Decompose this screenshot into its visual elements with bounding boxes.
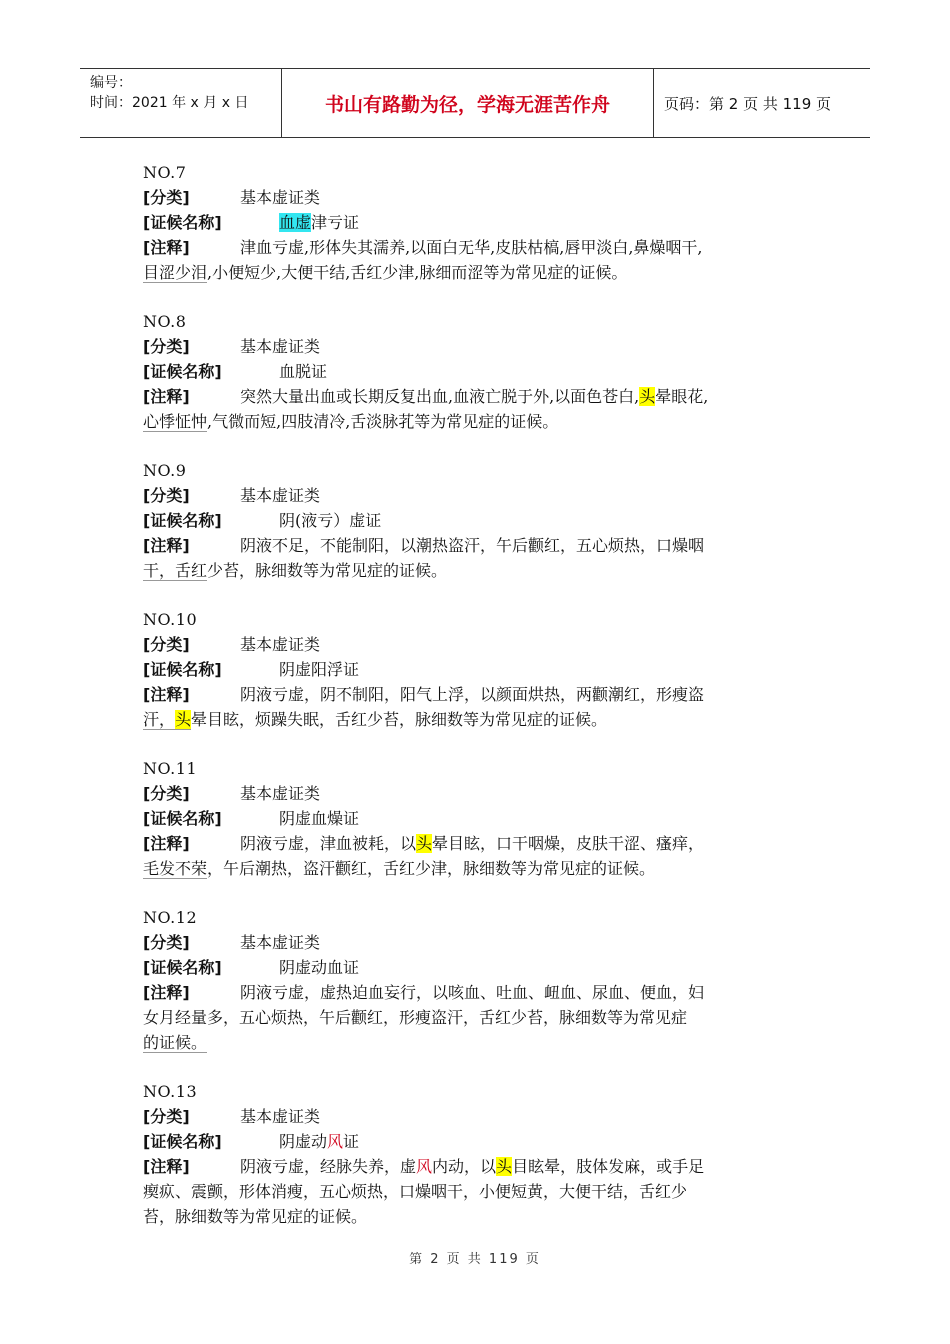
note-text: 突然大量出血或长期反复出血,血液亡脱于外,以面色苍白, bbox=[240, 387, 640, 406]
category-label: [分类] bbox=[143, 486, 190, 505]
note-text: 阴液亏虚，虚热迫血妄行，以咳血、吐血、衄血、尿血、便血，妇 bbox=[240, 983, 705, 1002]
note-text: 阴液亏虚，经脉失养，虚 bbox=[240, 1157, 417, 1176]
underlined-text: 干，舌红 bbox=[143, 561, 208, 580]
highlighted-text: 血虚 bbox=[279, 213, 312, 232]
note-text: 目眩晕，肢体发麻，或手足 bbox=[512, 1157, 705, 1176]
category-value: 基本虚证类 bbox=[240, 486, 321, 505]
entry-no10 bbox=[143, 607, 813, 732]
note-text: 晕目眩，口干咽燥，皮肤干涩、瘙痒， bbox=[432, 834, 705, 853]
name-row bbox=[143, 210, 813, 235]
note-paragraph bbox=[143, 682, 813, 732]
category-label: [分类] bbox=[143, 337, 190, 356]
note-label: [注释] bbox=[143, 834, 190, 853]
name-value: 阴虚动血证 bbox=[279, 958, 360, 977]
name-label: [证候名称] bbox=[143, 362, 222, 381]
header-motto: 书山有路勤为径，学海无涯苦作舟 bbox=[324, 93, 610, 116]
header-page-cell bbox=[654, 69, 870, 137]
name-row bbox=[143, 1129, 813, 1154]
note-text: 女月经量多，五心烦热，午后颧红，形瘦盗汗，舌红少苔，脉细数等为常见症 bbox=[143, 1008, 688, 1027]
note-paragraph bbox=[143, 384, 813, 434]
entry-no9 bbox=[143, 458, 813, 583]
name-value: 阴虚阳浮证 bbox=[279, 660, 360, 679]
note-text: 苔，脉细数等为常见症的证候。 bbox=[143, 1207, 368, 1226]
underlined-text: 心悸怔忡 bbox=[143, 412, 208, 431]
note-paragraph bbox=[143, 831, 813, 881]
note-label: [注释] bbox=[143, 238, 190, 257]
time-label: 时间：2021 年 x 月 x 日 bbox=[90, 95, 249, 111]
category-value: 基本虚证类 bbox=[240, 188, 321, 207]
name-label: [证候名称] bbox=[143, 809, 222, 828]
name-row bbox=[143, 657, 813, 682]
highlighted-text: 头 bbox=[175, 710, 192, 729]
note-label: [注释] bbox=[143, 983, 190, 1002]
page-footer: 第 2 页 共 119 页 bbox=[409, 1252, 541, 1267]
note-text: 少苔，脉细数等为常见症的证候。 bbox=[207, 561, 448, 580]
red-text: 风 bbox=[327, 1132, 344, 1151]
entry-number: NO.9 bbox=[143, 461, 187, 480]
highlighted-text: 头 bbox=[639, 387, 656, 406]
name-row bbox=[143, 806, 813, 831]
highlighted-text: 头 bbox=[416, 834, 433, 853]
category-row bbox=[143, 632, 813, 657]
note-paragraph bbox=[143, 1154, 813, 1229]
page-header bbox=[80, 68, 870, 138]
note-paragraph bbox=[143, 235, 813, 285]
name-part: 阴虚动 bbox=[279, 1132, 328, 1151]
entry-number: NO.8 bbox=[143, 312, 187, 331]
name-value bbox=[279, 1129, 359, 1154]
note-label: [注释] bbox=[143, 685, 190, 704]
entry-number: NO.7 bbox=[143, 163, 187, 182]
underlined-text: 毛发不荣 bbox=[143, 859, 208, 878]
note-text: ,气微而短,四肢清冷,舌淡脉芤等为常见症的证候。 bbox=[207, 412, 559, 431]
category-value: 基本虚证类 bbox=[240, 784, 321, 803]
category-value: 基本虚证类 bbox=[240, 337, 321, 356]
name-row bbox=[143, 955, 813, 980]
name-value: 血脱证 bbox=[279, 362, 328, 381]
name-label: [证候名称] bbox=[143, 511, 222, 530]
header-meta bbox=[80, 69, 282, 137]
underlined-text: 的证候。 bbox=[143, 1033, 208, 1052]
note-text: 晕目眩，烦躁失眠，舌红少苔，脉细数等为常见症的证候。 bbox=[191, 710, 608, 729]
entry-no11 bbox=[143, 756, 813, 881]
category-value: 基本虚证类 bbox=[240, 635, 321, 654]
entry-no13 bbox=[143, 1079, 813, 1229]
name-label: [证候名称] bbox=[143, 958, 222, 977]
note-paragraph bbox=[143, 533, 813, 583]
category-row bbox=[143, 781, 813, 806]
note-text: 内动，以 bbox=[432, 1157, 497, 1176]
highlighted-text: 头 bbox=[496, 1157, 513, 1176]
category-row bbox=[143, 334, 813, 359]
note-text: 津血亏虚,形体失其濡养,以面白无华,皮肤枯槁,唇甲淡白,鼻燥咽干, bbox=[240, 238, 703, 257]
entry-number: NO.12 bbox=[143, 908, 198, 927]
entry-number: NO.11 bbox=[143, 759, 198, 778]
category-label: [分类] bbox=[143, 784, 190, 803]
number-label: 编号： bbox=[90, 75, 132, 91]
note-label: [注释] bbox=[143, 1157, 190, 1176]
category-value: 基本虚证类 bbox=[240, 1107, 321, 1126]
note-label: [注释] bbox=[143, 536, 190, 555]
note-text: ，午后潮热，盗汗颧红，舌红少津，脉细数等为常见症的证候。 bbox=[207, 859, 656, 878]
category-label: [分类] bbox=[143, 933, 190, 952]
entry-no12 bbox=[143, 905, 813, 1055]
name-value: 阴虚血燥证 bbox=[279, 809, 360, 828]
entry-number: NO.10 bbox=[143, 610, 198, 629]
note-text: 阴液不足，不能制阳，以潮热盗汗，午后颧红，五心烦热，口燥咽 bbox=[240, 536, 705, 555]
category-row bbox=[143, 483, 813, 508]
document-body bbox=[143, 160, 813, 1253]
category-row bbox=[143, 1104, 813, 1129]
category-value: 基本虚证类 bbox=[240, 933, 321, 952]
note-text: 晕眼花, bbox=[655, 387, 709, 406]
red-text: 风 bbox=[416, 1157, 433, 1176]
name-label: [证候名称] bbox=[143, 1132, 222, 1151]
name-label: [证候名称] bbox=[143, 660, 222, 679]
category-label: [分类] bbox=[143, 188, 190, 207]
entry-number: NO.13 bbox=[143, 1082, 198, 1101]
note-text: 阴液亏虚，阴不制阳，阳气上浮，以颜面烘热，两颧潮红，形瘦盗 bbox=[240, 685, 705, 704]
header-page-info: 页码：第 2 页 共 119 页 bbox=[664, 94, 832, 113]
name-part: 证 bbox=[343, 1132, 360, 1151]
name-row bbox=[143, 508, 813, 533]
note-text: 瘈疭、震颤，形体消瘦，五心烦热，口燥咽干，小便短黄，大便干结，舌红少 bbox=[143, 1182, 688, 1201]
note-text: ,小便短少,大便干结,舌红少津,脉细而涩等为常见症的证候。 bbox=[207, 263, 628, 282]
name-value bbox=[279, 210, 359, 235]
name-value: 阴(液亏）虚证 bbox=[279, 511, 382, 530]
underlined-text: 目涩少泪 bbox=[143, 263, 208, 282]
name-rest: 津亏证 bbox=[311, 213, 360, 232]
category-row bbox=[143, 930, 813, 955]
header-motto-cell bbox=[282, 69, 654, 137]
note-text: 阴液亏虚，津血被耗，以 bbox=[240, 834, 417, 853]
category-label: [分类] bbox=[143, 1107, 190, 1126]
underlined-text: 汗， bbox=[143, 710, 176, 729]
category-row bbox=[143, 185, 813, 210]
category-label: [分类] bbox=[143, 635, 190, 654]
note-label: [注释] bbox=[143, 387, 190, 406]
entry-no7 bbox=[143, 160, 813, 285]
entry-no8 bbox=[143, 309, 813, 434]
name-label: [证候名称] bbox=[143, 213, 222, 232]
name-row bbox=[143, 359, 813, 384]
note-paragraph bbox=[143, 980, 813, 1055]
